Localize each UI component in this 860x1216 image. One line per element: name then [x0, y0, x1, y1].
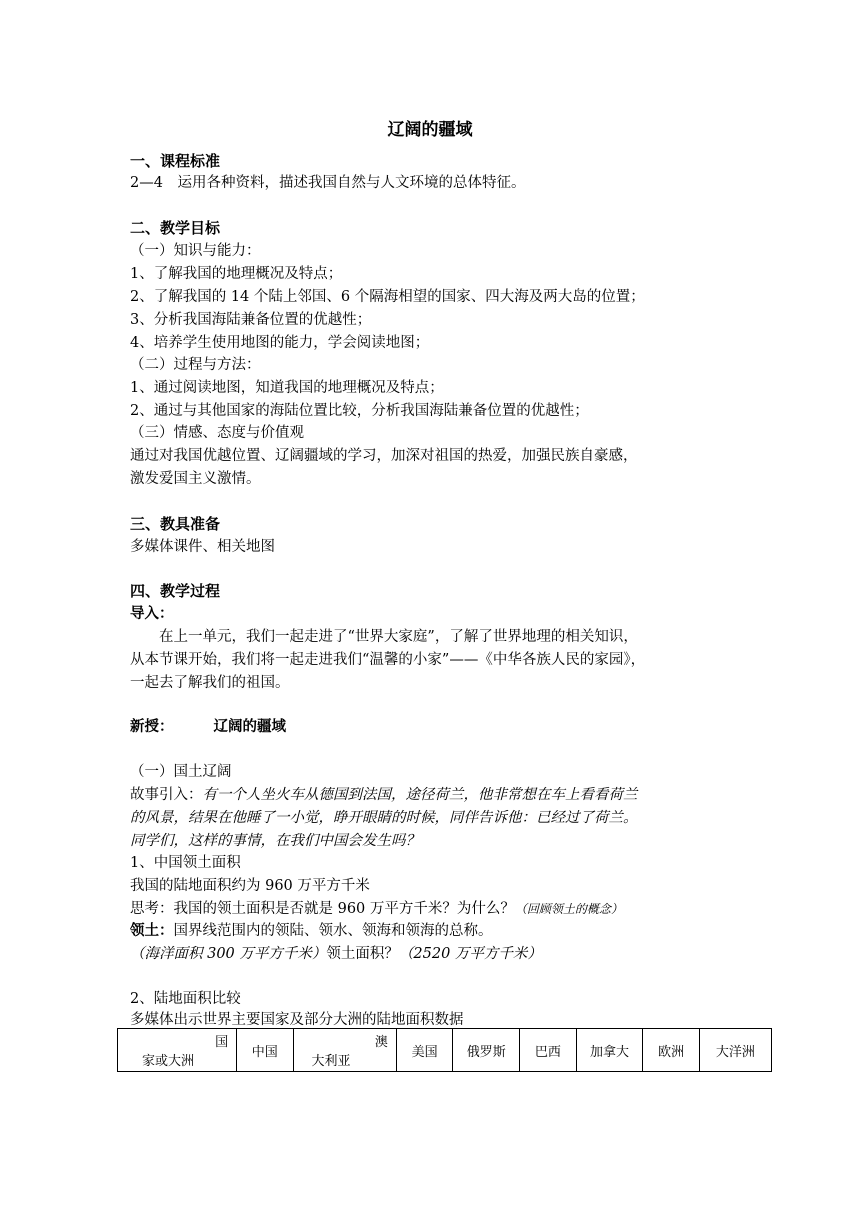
table-cell: 美国	[396, 1029, 452, 1072]
land-area-table	[117, 1028, 772, 1072]
intro-paragraph: 在上一单元，我们一起走进了“世界大家庭”，了解了世界地理的相关知识，	[130, 629, 638, 645]
land-area-text: 我国的陆地面积约为 960 万平方千米	[130, 878, 370, 894]
territory-line	[130, 943, 542, 965]
standard-text: 2—4 运用各种资料，描述我国自然与人文环境的总体特征。	[130, 175, 526, 191]
new-lesson-label	[130, 716, 286, 738]
new-lesson-title: 辽阔的疆域	[213, 719, 286, 735]
goal-paragraph: 激发爱国主义激情。	[130, 471, 261, 487]
table-cell: 巴西	[520, 1029, 576, 1072]
question-heading-1: 1、中国领土面积	[130, 855, 241, 871]
story-line	[130, 784, 638, 806]
goal-item: 2、通过与其他国家的海陆位置比较，分析我国海陆兼备位置的优越性；	[130, 403, 589, 419]
table-cell: 俄罗斯	[453, 1029, 520, 1072]
table-row	[118, 1029, 772, 1072]
table-cell: 欧洲	[643, 1029, 699, 1072]
intro-label: 导入：	[130, 606, 174, 622]
goal-paragraph: 通过对我国优越位置、辽阔疆域的学习，加深对祖国的热爱，加强民族自豪感，	[130, 448, 638, 464]
goal-item: 4、培养学生使用地图的能力，学会阅读地图；	[130, 335, 430, 351]
definition-line	[130, 920, 493, 942]
goal-item: 2、了解我国的 14 个陆上邻国、6 个隔海相望的国家、四大海及两大岛的位置；	[130, 289, 645, 305]
table-cell	[293, 1029, 396, 1072]
materials-text: 多媒体课件、相关地图	[130, 539, 275, 555]
cell-top-text: 澳	[374, 1035, 388, 1050]
goal-item: 1、了解我国的地理概况及特点；	[130, 266, 343, 282]
subsection-heading: （一）国土辽阔	[130, 764, 232, 780]
goal-subheading-1: （一）知识与能力：	[130, 243, 261, 259]
definition-text: 国界线范围内的领陆、领水、领海和领海的总称。	[173, 923, 493, 939]
territory-question: 领土面积？	[326, 946, 399, 962]
territory-answer: （2520 万平方千米）	[398, 946, 542, 962]
table-cell: 中国	[237, 1029, 293, 1072]
corner-top-text: 国	[215, 1035, 229, 1050]
story-text: 同学们，这样的事情，在我们中国会发生吗？	[130, 833, 420, 849]
comparison-intro: 多媒体出示世界主要国家及部分大洲的陆地面积数据	[130, 1012, 464, 1028]
section-heading-standard: 一、课程标准	[130, 152, 221, 170]
story-text: 的风景，结果在他睡了一小觉，睁开眼睛的时候，同伴告诉他：已经过了荷兰。	[130, 810, 638, 826]
story-label: 故事引入：	[130, 787, 203, 803]
intro-paragraph: 一起去了解我们的祖国。	[130, 675, 290, 691]
new-lesson-prefix: 新授：	[130, 719, 174, 735]
definition-label: 领土：	[130, 923, 174, 939]
section-heading-process: 四、教学过程	[130, 582, 221, 600]
think-text: 思考：我国的领土面积是否就是 960 万平方千米？为什么？	[130, 901, 515, 917]
goal-item: 1、通过阅读地图，知道我国的地理概况及特点；	[130, 380, 444, 396]
intro-paragraph: 从本节课开始，我们将一起走进我们“温馨的小家”——《中华各族人民的家园》，	[130, 652, 646, 668]
goal-subheading-2: （二）过程与方法：	[130, 357, 261, 373]
think-note: （回顾领土的概念）	[514, 902, 623, 916]
page-title: 辽阔的疆域	[387, 120, 473, 140]
goal-item: 3、分析我国海陆兼备位置的优越性；	[130, 312, 372, 328]
table-header-corner	[118, 1029, 237, 1072]
table-cell: 大洋洲	[699, 1029, 771, 1072]
goal-subheading-3: （三）情感、态度与价值观	[130, 425, 304, 441]
table-cell: 加拿大	[576, 1029, 643, 1072]
think-line	[130, 898, 623, 920]
corner-bottom-text: 家或大洲	[142, 1054, 195, 1069]
section-heading-goals: 二、教学目标	[130, 219, 221, 237]
question-heading-2: 2、陆地面积比较	[130, 991, 241, 1007]
section-heading-materials: 三、教具准备	[130, 515, 221, 533]
ocean-area: （海洋面积 300 万平方千米）	[130, 946, 327, 962]
cell-bottom-text: 大利亚	[311, 1054, 351, 1069]
story-text: 有一个人坐火车从德国到法国，途径荷兰，他非常想在车上看看荷兰	[202, 787, 638, 803]
